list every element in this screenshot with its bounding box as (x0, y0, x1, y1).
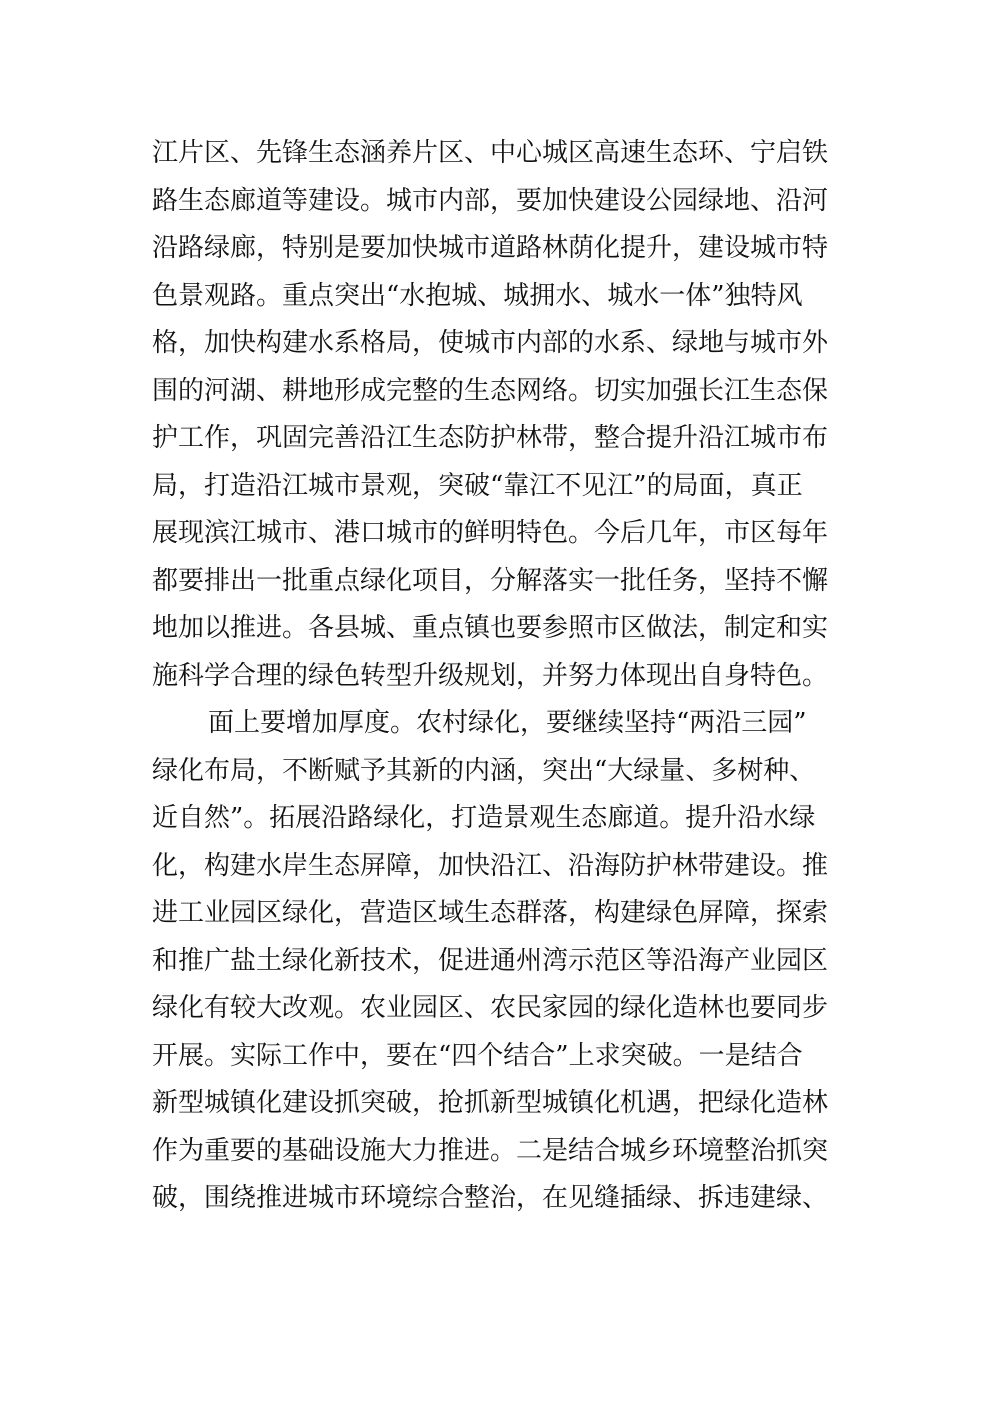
text-line: 化，构建水岸生态屏障，加快沿江、沿海防护林带建设。推 (152, 850, 829, 881)
text-line: 开展。实际工作中，要在“四个结合”上求突破。一是结合 (152, 1040, 803, 1071)
text-line: 江片区、先锋生态涵养片区、中心城区高速生态环、宁启铁 (152, 138, 829, 168)
text-line: 绿化有较大改观。农业园区、农民家园的绿化造林也要同步 (152, 993, 829, 1023)
text-line: 地加以推进。各县城、重点镇也要参照市区做法，制定和实 (152, 613, 829, 643)
text-line: 展现滨江城市、港口城市的鲜明特色。今后几年，市区每年 (152, 518, 829, 548)
text-line: 围的河湖、耕地形成完整的生态网络。切实加强长江生态保 (152, 375, 829, 406)
text-line: 路生态廊道等建设。城市内部，要加快建设公园绿地、沿河 (152, 185, 829, 216)
text-line: 破，围绕推进城市环境综合整治，在见缝插绿、拆违建绿、 (152, 1183, 829, 1213)
text-line: 局，打造沿江城市景观，突破“靠江不见江”的局面，真正 (152, 470, 803, 501)
text-line: 色景观路。重点突出“水抱城、城拥水、城水一体”独特风 (152, 280, 803, 311)
text-line: 和推广盐土绿化新技术，促进通州湾示范区等沿海产业园区 (152, 945, 829, 976)
text-line: 进工业园区绿化，营造区域生态群落，构建绿色屏障，探索 (152, 898, 829, 928)
text-line: 新型城镇化建设抓突破，抢抓新型城镇化机遇，把绿化造林 (152, 1088, 829, 1118)
text-line: 施科学合理的绿色转型升级规划，并努力体现出自身特色。 (152, 660, 829, 691)
body-text (152, 130, 852, 1223)
paragraph-first-line: 面上要增加厚度。农村绿化，要继续坚持“两沿三园” (208, 708, 807, 738)
text-line: 作为重要的基础设施大力推进。二是结合城乡环境整治抓突 (152, 1135, 829, 1166)
text-line: 都要排出一批重点绿化项目，分解落实一批任务，坚持不懈 (152, 565, 829, 596)
text-line: 护工作，巩固完善沿江生态防护林带，整合提升沿江城市布 (152, 423, 829, 453)
text-line: 绿化布局，不断赋予其新的内涵，突出“大绿量、多树种、 (152, 755, 816, 786)
text-line: 沿路绿廊，特别是要加快城市道路林荫化提升，建设城市特 (152, 233, 829, 263)
text-line: 格，加快构建水系格局，使城市内部的水系、绿地与城市外 (152, 328, 829, 358)
text-line: 近自然”。拓展沿路绿化，打造景观生态廊道。提升沿水绿 (152, 803, 816, 833)
